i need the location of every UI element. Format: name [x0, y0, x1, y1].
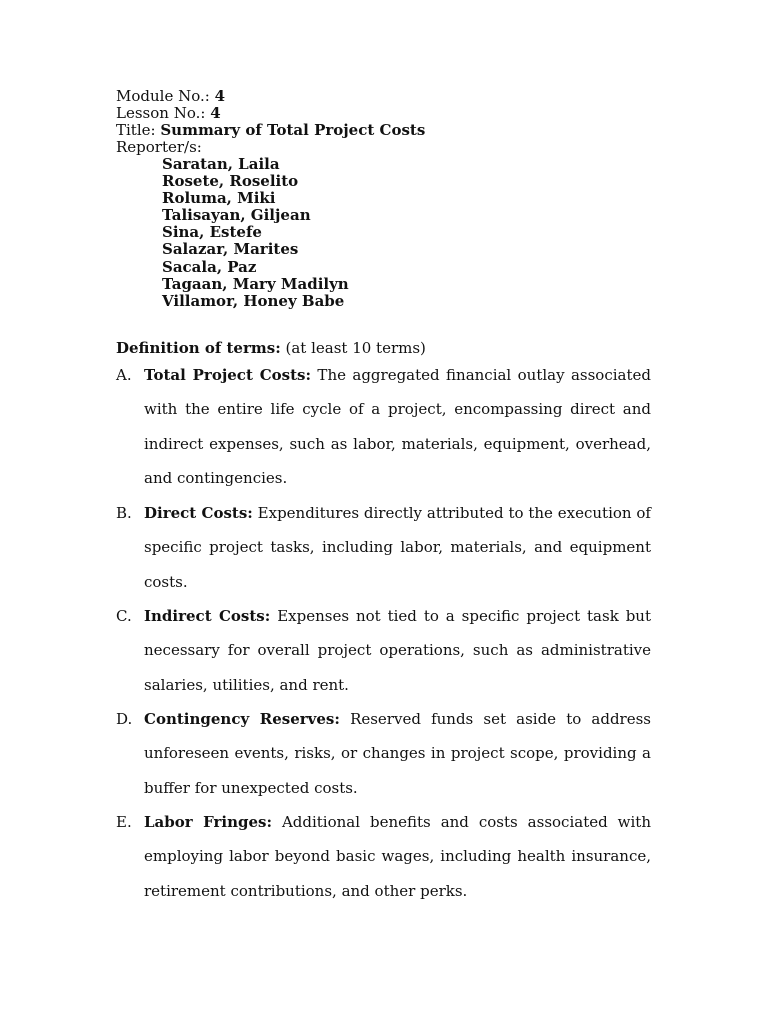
definition-text: The aggregated financial outlay associated with the entire life cycle of a project, encompassing direct and indirect expenses, such as labor, materials, equipment, overhead, and contingencies.	[144, 366, 651, 487]
definition-body	[144, 805, 651, 908]
reporter-name: Talisayan, Giljean	[162, 206, 311, 225]
definition-body	[144, 358, 651, 495]
definition-term: Labor Fringes:	[144, 813, 272, 831]
title-value: Summary of Total Project Costs	[160, 121, 426, 139]
definition-letter: B.	[116, 504, 132, 522]
definitions-heading-label: Definition of terms:	[116, 339, 281, 357]
reporter-name: Sina, Estefe	[162, 223, 262, 242]
definition-item	[116, 805, 651, 908]
definition-item	[116, 496, 651, 599]
document-header	[116, 88, 676, 310]
definition-text: Additional benefits and costs associated with employing labor beyond basic wages, including health insurance, retirement contributions, and other perks.	[144, 813, 651, 900]
definition-item	[116, 599, 651, 702]
lesson-value: 4	[210, 104, 221, 122]
reporter-name: Salazar, Marites	[162, 240, 299, 259]
reporter-name: Roluma, Miki	[162, 189, 276, 208]
title-line	[116, 122, 676, 139]
definition-item	[116, 358, 651, 495]
definitions-heading	[116, 339, 426, 357]
module-label: Module No.:	[116, 87, 215, 105]
definition-letter: A.	[116, 366, 132, 384]
lesson-line	[116, 105, 676, 122]
reporter-name: Villamor, Honey Babe	[162, 291, 345, 310]
definition-body	[144, 496, 651, 599]
reporter-name: Sacala, Paz	[162, 257, 257, 276]
lesson-label: Lesson No.:	[116, 104, 211, 122]
definitions-heading-note: (at least 10 terms)	[280, 339, 426, 357]
definition-term: Total Project Costs:	[144, 366, 312, 384]
module-line	[116, 88, 676, 105]
definition-term: Direct Costs:	[144, 504, 253, 522]
definition-body	[144, 702, 651, 805]
module-value: 4	[214, 87, 226, 105]
reporters-list	[162, 156, 676, 310]
definition-term: Indirect Costs:	[144, 607, 271, 625]
definition-letter: C.	[116, 607, 132, 625]
definition-text: Expenditures directly attributed to the execution of specific project tasks, including labor, materials, and equipment costs.	[144, 504, 651, 591]
definition-item	[116, 702, 651, 805]
reporter-name: Tagaan, Mary Madilyn	[162, 274, 349, 293]
definition-text: Expenses not tied to a specific project task but necessary for overall project operations, such as administrative salaries, utilities, and rent.	[144, 607, 651, 694]
reporter-name: Rosete, Roselito	[162, 172, 299, 191]
definition-body	[144, 599, 651, 702]
definition-term: Contingency Reserves:	[144, 710, 340, 728]
definition-letter: E.	[116, 813, 132, 831]
reporters-label: Reporter/s:	[116, 138, 202, 156]
definition-text: Reserved funds set aside to address unforeseen events, risks, or changes in project scope, providing a buffer for unexpected costs.	[144, 710, 651, 797]
definition-letter: D.	[116, 710, 133, 728]
reporter-name: Saratan, Laila	[162, 155, 280, 173]
title-label: Title:	[116, 121, 161, 139]
